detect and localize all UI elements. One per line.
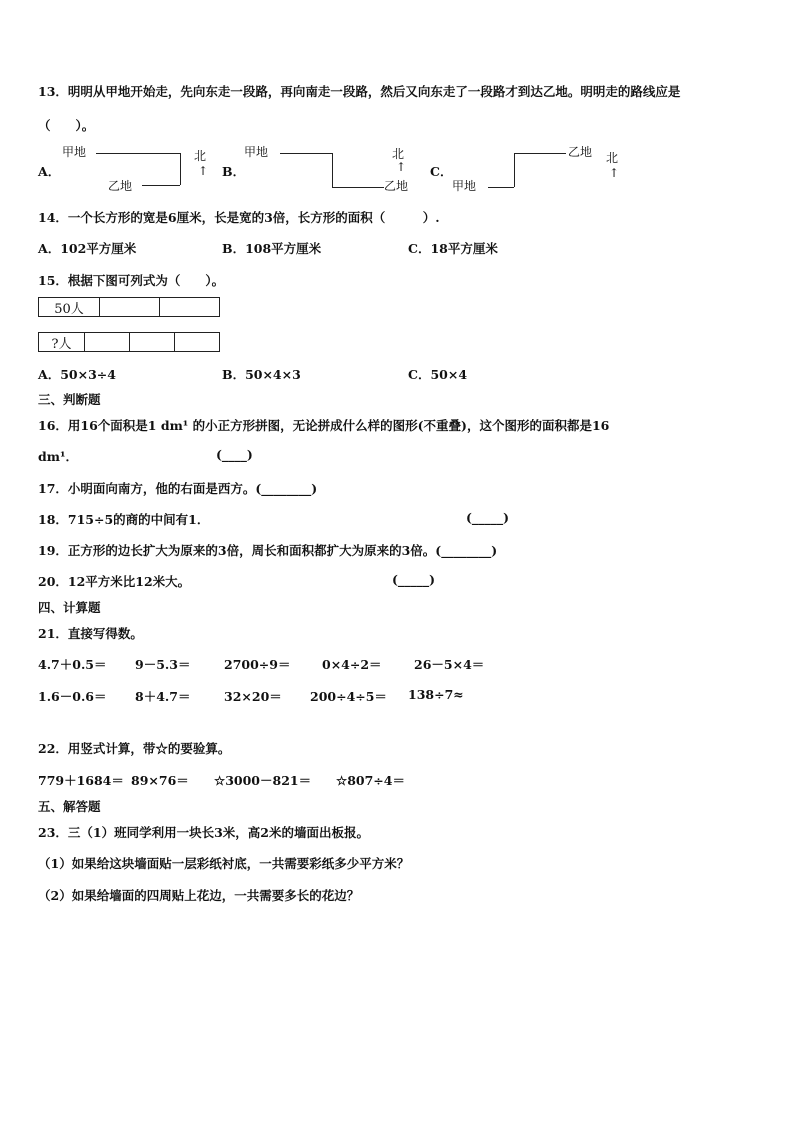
q15-option-b[interactable]: B．50×4×3 (222, 367, 301, 382)
q23-stem: 23．三（1）班同学利用一块长3米，高2米的墙面出板报。 (38, 825, 369, 840)
q15-option-a[interactable]: A．50×3÷4 (38, 367, 116, 382)
q16-stem-line2: dm¹． (38, 449, 78, 464)
q22-item: ☆807÷4＝ (336, 773, 405, 788)
end-label: 乙地 (384, 179, 409, 193)
q21-item: 9－5.3＝ (135, 657, 191, 672)
q21-item: 1.6－0.6＝ (38, 689, 107, 704)
bar-segment (99, 297, 160, 317)
north-label: 北 (392, 147, 405, 161)
q21-item: 200÷4÷5＝ (310, 689, 387, 704)
q15-option-c[interactable]: C．50×4 (408, 367, 468, 382)
bar-label-50: 50人 (54, 301, 84, 317)
q21-item: 4.7＋0.5＝ (38, 657, 107, 672)
bar-segment (174, 332, 220, 352)
q22-item: 89×76＝ (131, 773, 189, 788)
bar-segment (129, 332, 175, 352)
q21-item: 0×4÷2＝ (322, 657, 382, 672)
q17-stem: 17．小明面向南方，他的右面是西方。(________) (38, 481, 318, 496)
q21-item: 32×20＝ (224, 689, 282, 704)
q13-option-b-letter[interactable]: B． (222, 164, 246, 179)
q18-stem: 18．715÷5的商的中间有1． (38, 512, 210, 527)
q22-item: 779＋1684＝ (38, 773, 124, 788)
north-arrow-icon: ↑ (198, 164, 209, 178)
q13-option-a-letter[interactable]: A． (38, 164, 61, 179)
q15-stem: 15．根据下图可列式为（ ）。 (38, 273, 225, 288)
north-label: 北 (194, 149, 207, 163)
start-label: 甲地 (62, 145, 87, 159)
q14-option-a[interactable]: A．102平方厘米 (38, 241, 137, 256)
section-heading-judgement: 三、判断题 (38, 392, 101, 407)
end-label: 乙地 (108, 179, 133, 193)
q14-option-c[interactable]: C．18平方厘米 (408, 241, 498, 256)
bar-segment (84, 332, 130, 352)
q23-subquestion-1: （1）如果给这块墙面贴一层彩纸衬底，一共需要彩纸多少平方米？ (38, 856, 410, 871)
q22-stem: 22．用竖式计算，带☆的要验算。 (38, 741, 231, 756)
q20-stem: 20．12平方米比12米大。 (38, 574, 191, 589)
q13-route-diagram-a (60, 143, 220, 193)
q14-stem: 14．一个长方形的宽是6厘米，长是宽的3倍，长方形的面积（ ）. (38, 210, 440, 225)
start-label: 甲地 (452, 179, 477, 193)
q22-item: ☆3000－821＝ (214, 773, 312, 788)
q13-stem-line1: 13．明明从甲地开始走，先向东走一段路，再向南走一段路，然后又向东走了一段路才到达乙地。明明走的路线应是 (38, 84, 681, 99)
q19-stem: 19．正方形的边长扩大为原来的3倍，周长和面积都扩大为原来的3倍。(________) (38, 543, 498, 558)
q18-answer-blank[interactable]: (_____) (466, 510, 510, 525)
q14-option-b[interactable]: B．108平方厘米 (222, 241, 322, 256)
start-label: 甲地 (244, 145, 269, 159)
q13-stem-line2: （ ）。 (38, 118, 95, 133)
bar-segment-labeled (38, 332, 85, 352)
q13-route-diagram-b (244, 143, 424, 195)
q21-item: 8＋4.7＝ (135, 689, 191, 704)
q20-answer-blank[interactable]: (_____) (392, 572, 436, 587)
q16-stem-line1: 16．用16个面积是1 dm¹ 的小正方形拼图，无论拼成什么样的图形(不重叠)，这个图形的面积都是16 (38, 418, 610, 433)
q16-answer-blank[interactable]: (____) (216, 447, 253, 462)
q21-item: 138÷7≈ (408, 687, 464, 702)
north-arrow-icon: ↑ (396, 160, 407, 174)
q13-route-diagram-c (452, 143, 642, 195)
q23-subquestion-2: （2）如果给墙面的四周贴上花边，一共需要多长的花边？ (38, 888, 360, 903)
bar-segment (159, 297, 220, 317)
bar-label-unknown: ?人 (51, 336, 72, 352)
q21-item: 2700÷9＝ (224, 657, 291, 672)
north-arrow-icon: ↑ (609, 166, 620, 180)
north-label: 北 (606, 151, 619, 165)
bar-segment-labeled (38, 297, 100, 317)
section-heading-word-problems: 五、解答题 (38, 799, 101, 814)
q21-stem: 21．直接写得数。 (38, 626, 143, 641)
q13-option-c-letter[interactable]: C． (430, 164, 453, 179)
q21-item: 26－5×4＝ (414, 657, 485, 672)
end-label: 乙地 (568, 145, 593, 159)
section-heading-calculation: 四、计算题 (38, 600, 101, 615)
